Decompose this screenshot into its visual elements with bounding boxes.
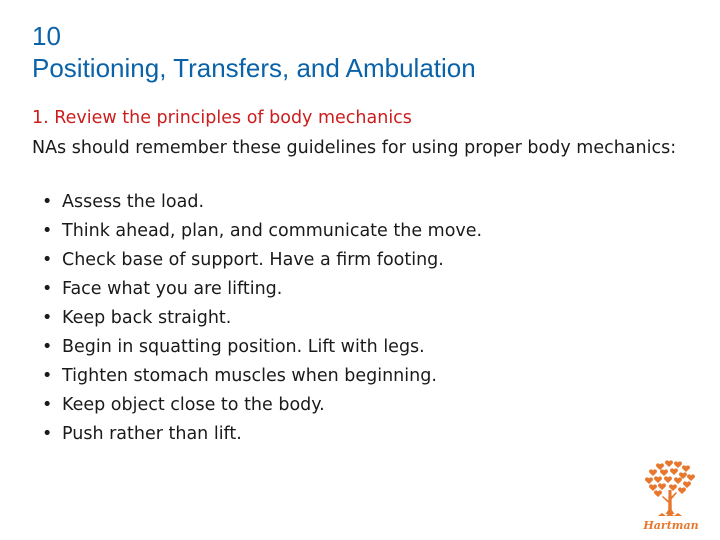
guideline-item <box>32 333 482 362</box>
guideline-item <box>32 246 482 275</box>
chapter-title <box>32 20 476 84</box>
guideline-text: Think ahead, plan, and communicate the move. <box>62 221 483 241</box>
guideline-item <box>32 391 482 420</box>
guideline-text: Tighten stomach muscles when beginning. <box>62 366 437 386</box>
intro-text: NAs should remember these guidelines for using proper body mechanics: <box>32 138 677 158</box>
bullet-icon: • <box>42 279 53 299</box>
bullet-icon: • <box>42 221 53 241</box>
guideline-text: Push rather than lift. <box>62 424 242 444</box>
guideline-item <box>32 420 482 449</box>
bullet-icon: • <box>42 395 53 415</box>
logo-text: Hartman <box>643 519 699 532</box>
bullet-icon: • <box>42 424 53 444</box>
guideline-text: Assess the load. <box>62 192 205 212</box>
guideline-text: Check base of support. Have a firm footing. <box>62 250 444 270</box>
guideline-item <box>32 188 482 217</box>
heart-tree-icon <box>645 460 695 516</box>
guideline-item <box>32 362 482 391</box>
section-heading: 1. Review the principles of body mechanics <box>32 108 412 128</box>
chapter-number: 10 <box>32 21 61 51</box>
bullet-icon: • <box>42 366 53 386</box>
guideline-text: Keep object close to the body. <box>62 395 325 415</box>
guideline-item <box>32 304 482 333</box>
bullet-icon: • <box>42 192 53 212</box>
bullet-icon: • <box>42 337 53 357</box>
guideline-text: Keep back straight. <box>62 308 232 328</box>
chapter-name: Positioning, Transfers, and Ambulation <box>32 53 476 83</box>
guideline-item <box>32 217 482 246</box>
guideline-text: Face what you are lifting. <box>62 279 283 299</box>
guideline-text: Begin in squatting position. Lift with legs. <box>62 337 425 357</box>
bullet-icon: • <box>42 250 53 270</box>
hartman-logo <box>640 458 702 532</box>
guideline-item <box>32 275 482 304</box>
bullet-icon: • <box>42 308 53 328</box>
guidelines-list <box>32 188 482 449</box>
